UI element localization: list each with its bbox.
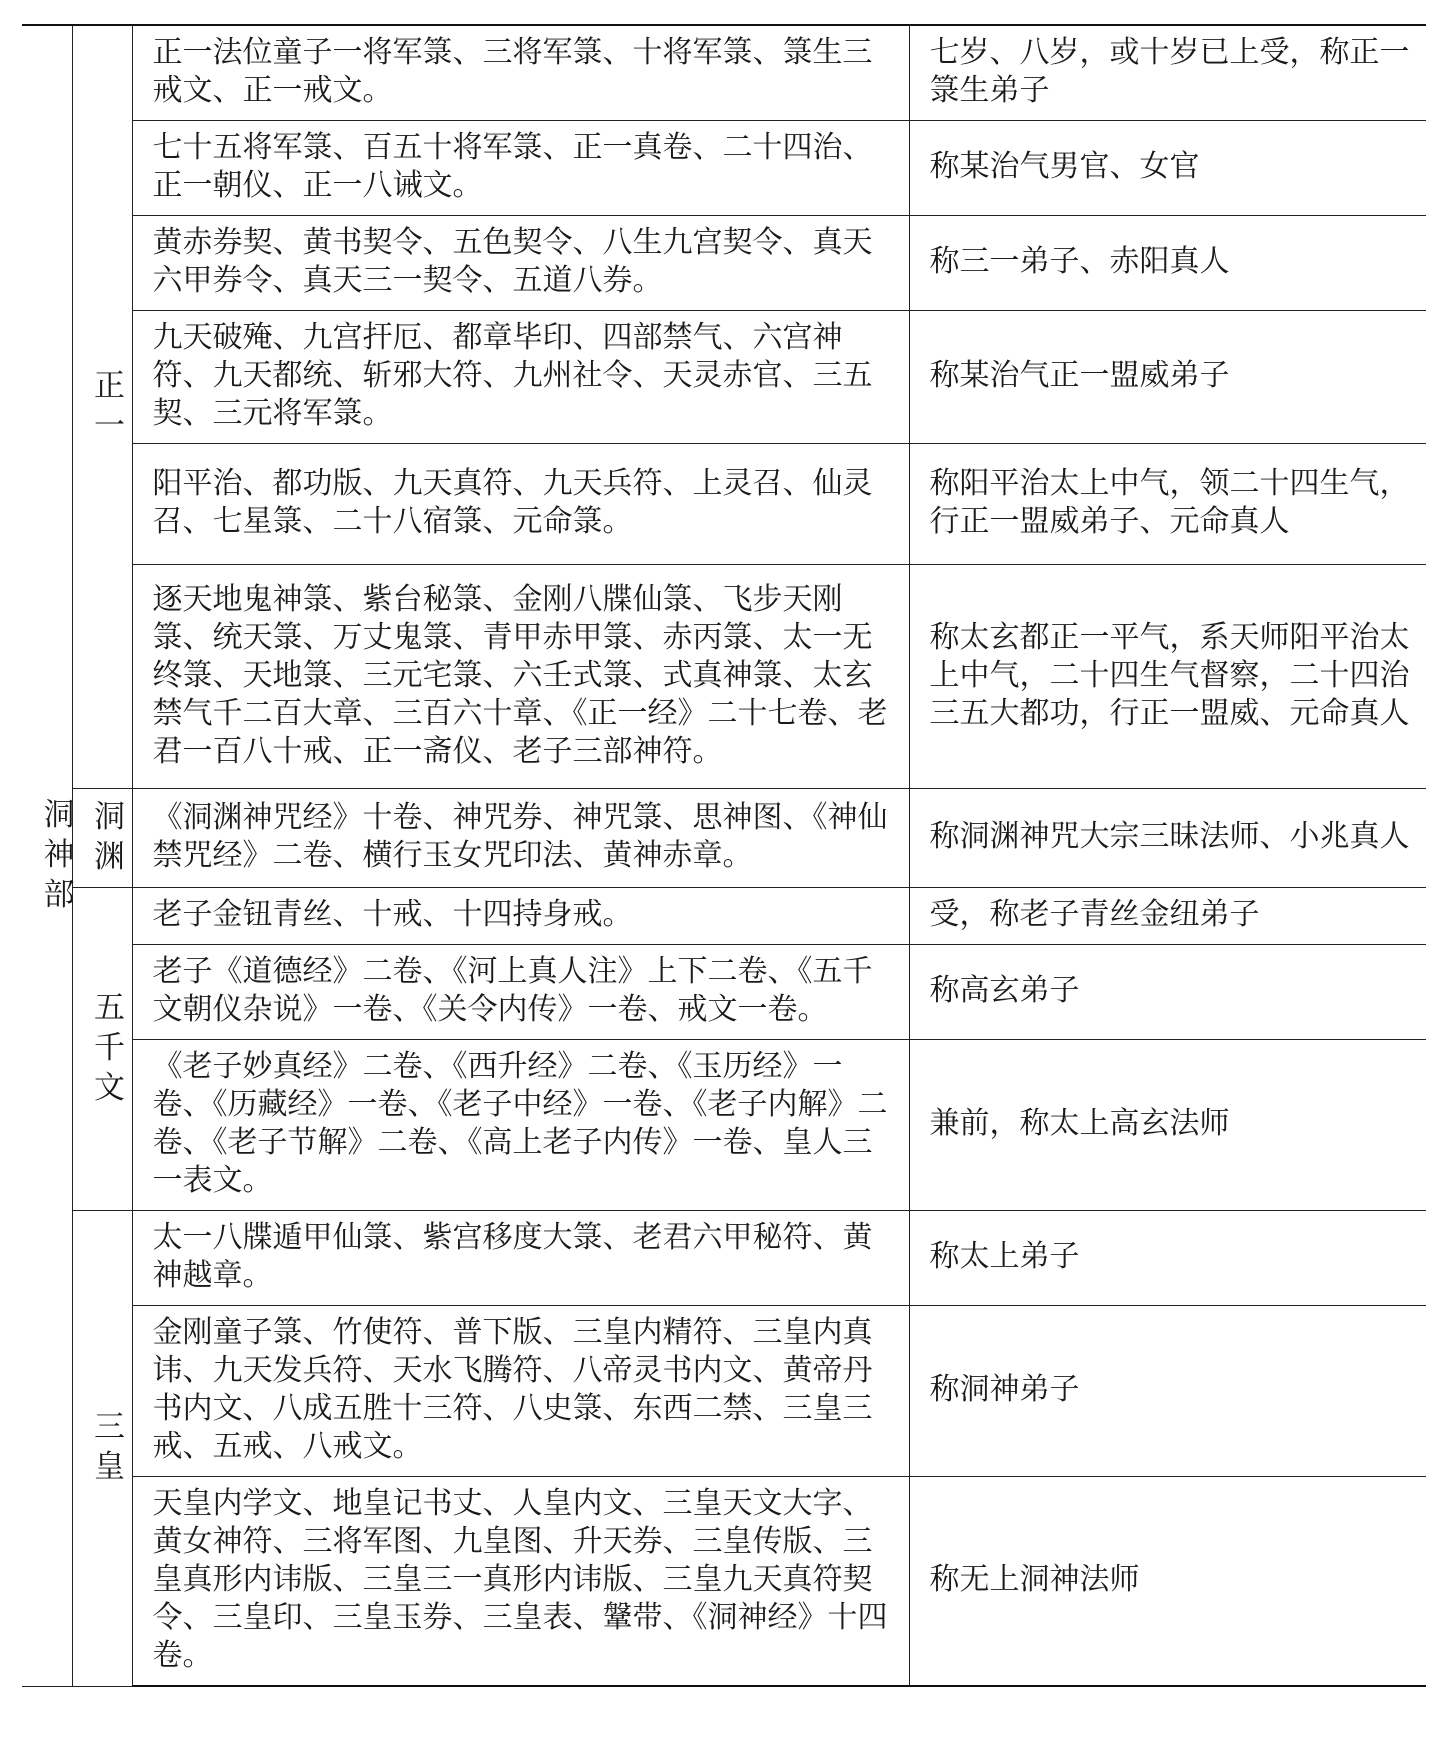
title-cell: 七岁、八岁，或十岁已上受，称正一箓生弟子 bbox=[909, 25, 1426, 121]
title-cell: 称三一弟子、赤阳真人 bbox=[909, 216, 1426, 311]
scripture-cell: 正一法位童子一将军箓、三将军箓、十将军箓、箓生三戒文、正一戒文。 bbox=[132, 25, 909, 121]
table-row bbox=[22, 1211, 1426, 1306]
group-label-wuqianwen: 五千文 bbox=[94, 990, 125, 1106]
group-label-dongyuan: 洞渊 bbox=[94, 799, 125, 875]
group-label-zhengyi: 正一 bbox=[94, 368, 125, 444]
section-label-cell bbox=[22, 25, 75, 1686]
title-cell: 称高玄弟子 bbox=[909, 945, 1426, 1040]
title-cell: 受，称老子青丝金纽弟子 bbox=[909, 888, 1426, 945]
section-label: 洞神部 bbox=[43, 796, 75, 913]
scripture-cell: 阳平治、都功版、九天真符、九天兵符、上灵召、仙灵召、七星箓、二十八宿箓、元命箓。 bbox=[132, 444, 909, 565]
scripture-cell: 金刚童子箓、竹使符、普下版、三皇内精符、三皇内真讳、九天发兵符、天水飞腾符、八帝灵书内文、黄帝丹书内文、八成五胜十三符、八史箓、东西二禁、三皇三戒、五戒、八戒文。 bbox=[132, 1306, 909, 1477]
table-row bbox=[22, 565, 1426, 789]
group-label-cell bbox=[72, 1211, 132, 1687]
scripture-cell: 黄赤券契、黄书契令、五色契令、八生九宫契令、真天六甲券令、真天三一契令、五道八券。 bbox=[132, 216, 909, 311]
dongshen-table bbox=[22, 24, 1426, 1687]
title-cell: 称洞神弟子 bbox=[909, 1306, 1426, 1477]
scripture-cell: 老子金钮青丝、十戒、十四持身戒。 bbox=[132, 888, 909, 945]
scripture-cell: 太一八牒遁甲仙箓、紫宫移度大箓、老君六甲秘符、黄神越章。 bbox=[132, 1211, 909, 1306]
table-row bbox=[22, 311, 1426, 444]
table-row bbox=[22, 216, 1426, 311]
group-label-cell bbox=[72, 888, 132, 1211]
group-label-cell bbox=[72, 25, 132, 789]
table-row bbox=[22, 1040, 1426, 1211]
table-row bbox=[22, 25, 1426, 121]
title-cell: 称某治气男官、女官 bbox=[909, 121, 1426, 216]
table-row bbox=[22, 789, 1426, 888]
title-cell: 称阳平治太上中气，领二十四生气，行正一盟威弟子、元命真人 bbox=[909, 444, 1426, 565]
group-label-cell bbox=[72, 789, 132, 888]
scripture-cell: 天皇内学文、地皇记书丈、人皇内文、三皇天文大字、黄女神符、三将军图、九皇图、升天券、三皇传版、三皇真形内讳版、三皇三一真形内讳版、三皇九天真符契令、三皇印、三皇玉券、三皇表、鞶带、《洞神经》十四卷。 bbox=[132, 1477, 909, 1687]
title-cell: 称洞渊神咒大宗三昧法师、小兆真人 bbox=[909, 789, 1426, 888]
group-label-sanhuang: 三皇 bbox=[94, 1409, 125, 1486]
table-row bbox=[22, 1306, 1426, 1477]
table-row bbox=[22, 945, 1426, 1040]
scripture-cell: 老子《道德经》二卷、《河上真人注》上下二卷、《五千文朝仪杂说》一卷、《关令内传》一卷、戒文一卷。 bbox=[132, 945, 909, 1040]
title-cell: 兼前，称太上高玄法师 bbox=[909, 1040, 1426, 1211]
table-row bbox=[22, 888, 1426, 945]
scripture-cell: 《老子妙真经》二卷、《西升经》二卷、《玉历经》一卷、《历藏经》一卷、《老子中经》一卷、《老子内解》二卷、《老子节解》二卷、《高上老子内传》一卷、皇人三一表文。 bbox=[132, 1040, 909, 1211]
table-row bbox=[22, 121, 1426, 216]
table-row bbox=[22, 1477, 1426, 1687]
scripture-cell: 七十五将军箓、百五十将军箓、正一真卷、二十四治、正一朝仪、正一八诫文。 bbox=[132, 121, 909, 216]
title-cell: 称太玄都正一平气，系天师阳平治太上中气，二十四生气督察，二十四治三五大都功，行正一盟威、元命真人 bbox=[909, 565, 1426, 789]
table-row bbox=[22, 444, 1426, 565]
title-cell: 称太上弟子 bbox=[909, 1211, 1426, 1306]
title-cell: 称无上洞神法师 bbox=[909, 1477, 1426, 1687]
scripture-cell: 《洞渊神咒经》十卷、神咒券、神咒箓、思神图、《神仙禁咒经》二卷、横行玉女咒印法、黄神赤章。 bbox=[132, 789, 909, 888]
title-cell: 称某治气正一盟威弟子 bbox=[909, 311, 1426, 444]
scripture-cell: 九天破殗、九宫扞厄、都章毕印、四部禁气、六宫神符、九天都统、斩邪大符、九州社令、天灵赤官、三五契、三元将军箓。 bbox=[132, 311, 909, 444]
scripture-cell: 逐天地鬼神箓、紫台秘箓、金刚八牒仙箓、飞步天刚箓、统天箓、万丈鬼箓、青甲赤甲箓、赤丙箓、太一无终箓、天地箓、三元宅箓、六壬式箓、式真神箓、太玄禁气千二百大章、三百六十章、《正一经》二十七卷、老君一百八十戒、正一斋仪、老子三部神符。 bbox=[132, 565, 909, 789]
